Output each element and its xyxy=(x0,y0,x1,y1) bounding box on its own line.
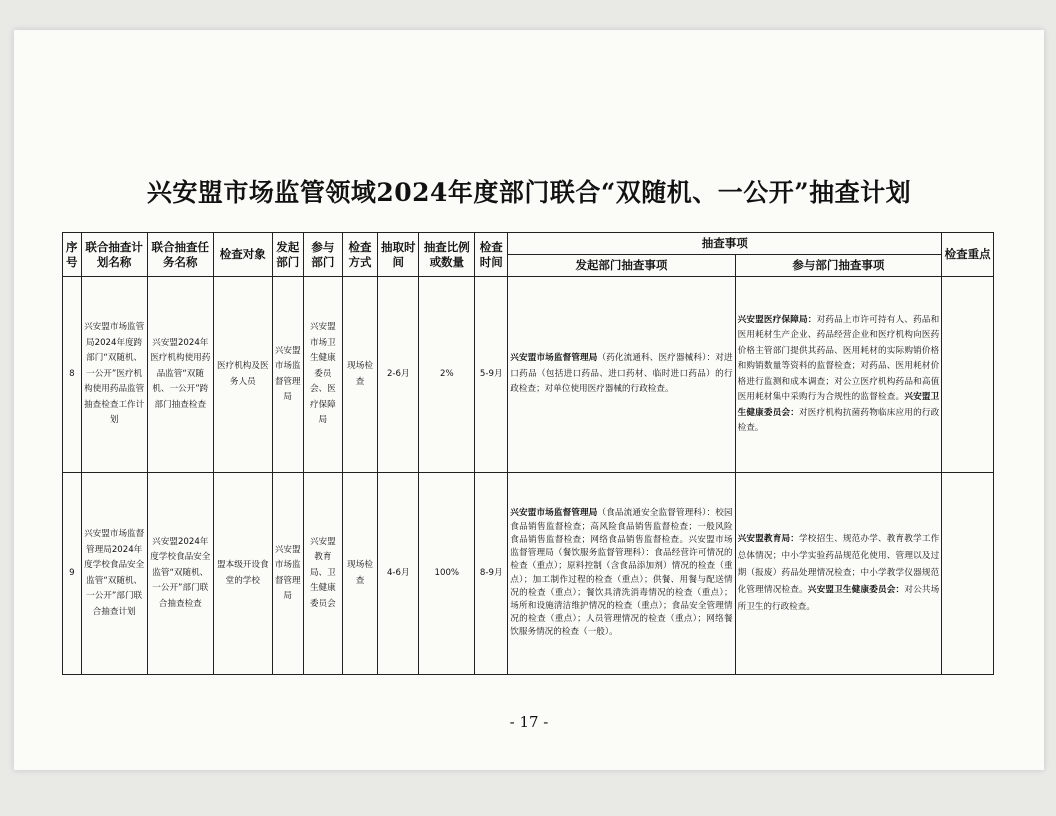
part-dept-name: 兴安盟卫生健康委员会： xyxy=(807,585,905,595)
cell-items-part xyxy=(735,277,942,473)
header-items-part: 参与部门抽查事项 xyxy=(735,255,942,277)
part-dept-text: 对公共场所卫生的行政检查。 xyxy=(737,585,940,612)
cell-initiator: 兴安盟市场监督管理局 xyxy=(272,277,303,473)
cell-items-part xyxy=(735,473,942,675)
part-dept-name: 兴安盟医疗保障局： xyxy=(737,314,817,325)
header-initiator: 发起部门 xyxy=(272,233,303,277)
init-dept-text: （药化流通科、医疗器械科）：对进口药品（包括进口药品、进口药材、临时进口药品）的行政检查；对单位使用医疗器械的行政检查。 xyxy=(510,353,733,395)
cell-seq: 9 xyxy=(63,473,82,675)
header-seq: 序号 xyxy=(63,233,82,277)
cell-draw-time: 2-6月 xyxy=(378,277,419,473)
init-dept-text: （食品流通安全监督管理科）：校园食品销售监督检查；高风险食品销售监督检查；一般风险食品销售监督检查；网络食品销售监督检查。兴安盟市场监督管理局（餐饮服务监督管理科）：食品经营许可情况的检查（重点）；原料控制（含食品添加剂）情况的检查（重点）；加工制作过程的检查（重点）；供餐、用餐与配送情况的检查（重点）；餐饮具清洗消毒情况的检查（重点）；场所和设施清洁维护情况的检查（重点）；食品安全管理情况的检查（重点）；人员管理情况的检查（重点）；网络餐饮服务情况的检查（一般）。 xyxy=(510,508,733,638)
header-object: 检查对象 xyxy=(213,233,272,277)
table-row xyxy=(63,277,994,473)
inspection-plan-table xyxy=(62,232,994,675)
table-row xyxy=(63,473,994,675)
header-draw-time: 抽取时间 xyxy=(378,233,419,277)
cell-participant: 兴安盟教育局、卫生健康委员会 xyxy=(303,473,342,675)
init-dept-name: 兴安盟市场监督管理局 xyxy=(510,353,598,364)
cell-focus xyxy=(942,473,994,675)
header-participant: 参与部门 xyxy=(303,233,342,277)
cell-method: 现场检查 xyxy=(342,473,377,675)
document-page xyxy=(14,30,1044,770)
header-plan-name: 联合抽查计划名称 xyxy=(81,233,147,277)
cell-check-time: 5-9月 xyxy=(475,277,508,473)
header-check-time: 检查时间 xyxy=(475,233,508,277)
cell-initiator: 兴安盟市场监督管理局 xyxy=(272,473,303,675)
cell-draw-time: 4-6月 xyxy=(378,473,419,675)
part-dept-name: 兴安盟卫生健康委员会： xyxy=(737,392,940,418)
header-ratio: 抽查比例或数量 xyxy=(419,233,475,277)
part-dept-text: 对医疗机构抗菌药物临床应用的行政检查。 xyxy=(737,407,940,433)
cell-object: 医疗机构及医务人员 xyxy=(213,277,272,473)
cell-ratio: 100% xyxy=(419,473,475,675)
init-dept-name: 兴安盟市场监督管理局 xyxy=(510,508,598,519)
cell-items-init xyxy=(508,473,735,675)
part-dept-text: 学校招生、规范办学、教育教学工作总体情况；中小学实验药品规范化使用、管理以及过期（报废）药品处理情况检查；中小学教学仪器规范化管理情况检查。 xyxy=(737,534,940,595)
cell-ratio: 2% xyxy=(419,277,475,473)
cell-items-init xyxy=(508,277,735,473)
cell-plan-name: 兴安盟市场监督管理局2024年度学校食品安全监管“双随机、一公开”部门联合抽查计划 xyxy=(81,473,147,675)
header-items-group: 抽查事项 xyxy=(508,233,942,255)
cell-participant: 兴安盟市场卫生健康委员会、医疗保障局 xyxy=(303,277,342,473)
page-number: - 17 - xyxy=(509,713,549,731)
cell-focus xyxy=(942,277,994,473)
header-method: 检查方式 xyxy=(342,233,377,277)
cell-task-name: 兴安盟2024年度学校食品安全监管“双随机、一公开”部门联合抽查检查 xyxy=(147,473,213,675)
header-task-name: 联合抽查任务名称 xyxy=(147,233,213,277)
cell-check-time: 8-9月 xyxy=(475,473,508,675)
cell-seq: 8 xyxy=(63,277,82,473)
cell-object: 盟本级开设食堂的学校 xyxy=(213,473,272,675)
cell-task-name: 兴安盟2024年医疗机构使用药品监管“双随机、一公开”跨部门抽查检查 xyxy=(147,277,213,473)
cell-plan-name: 兴安盟市场监管局2024年度跨部门“双随机、一公开”医疗机构使用药品监管抽查检查工作计划 xyxy=(81,277,147,473)
header-focus: 检查重点 xyxy=(942,233,994,277)
part-dept-text: 对药品上市许可持有人、药品和医用耗材生产企业、药品经营企业和医疗机构向医药价格主管部门提供其药品、医用耗材的实际购销价格和购销数量等资料的监督检查；对药品、医用耗材价格进行监测和成本调查；对公立医疗机构药品和高值医用耗材集中采购行为合规性的监督检查。 xyxy=(737,314,940,402)
part-dept-name: 兴安盟教育局： xyxy=(737,534,800,544)
header-items-init: 发起部门抽查事项 xyxy=(508,255,735,277)
page-title: 兴安盟市场监管领域2024年度部门联合“双随机、一公开”抽查计划 xyxy=(146,178,912,207)
cell-method: 现场检查 xyxy=(342,277,377,473)
